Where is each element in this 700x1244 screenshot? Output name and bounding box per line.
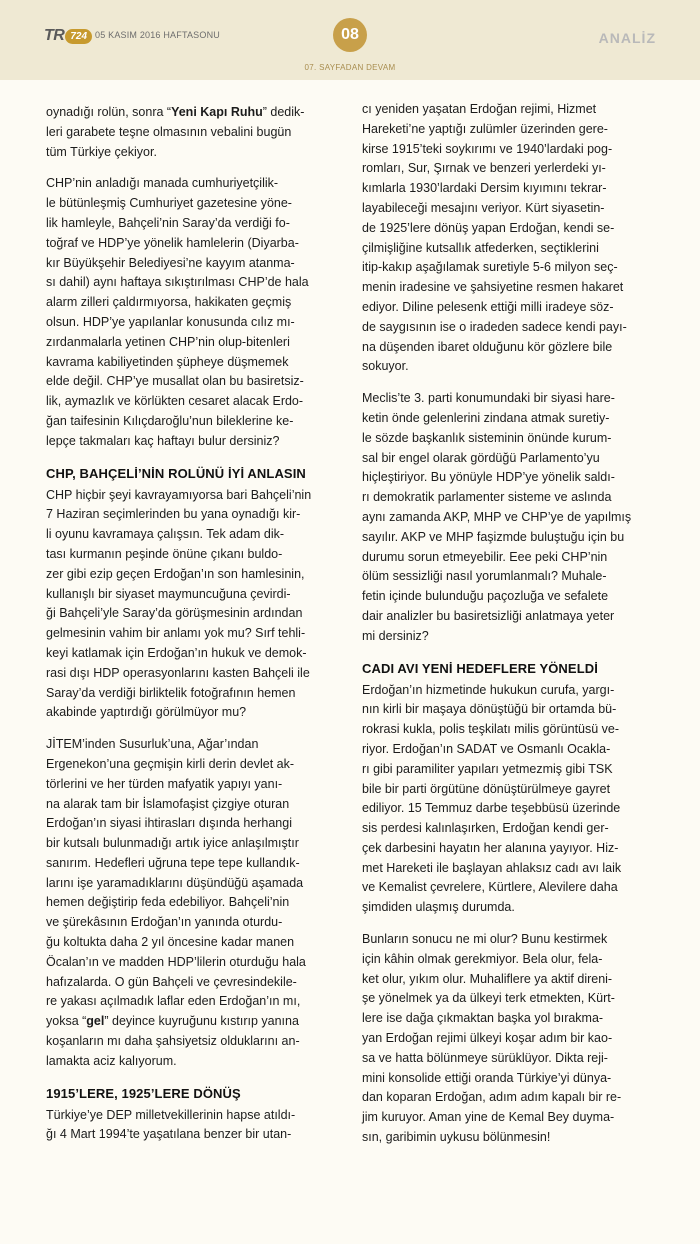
paragraph: cı yeniden yaşatan Erdoğan rejimi, Hizmet Hareketi’ne yaptığı zulümler üzerinden gere- kirse 1915’teki soykırımı ve 1940’lardaki pog- romları, Sur, Şırnak ve benzeri yerlerdeki yı- kımlarla 1930’lardaki Dersim kıyımını tekrar- layabileceği mesajını veriyor. Kürt siyasetin- de 1925’lere dönüş yapan Erdoğan, kendi se- çilmişliğine kutsallık atfederken, seçtiklerini itip-kakıp aşağılamak suretiyle 5-6 milyon seç- menin iradesine ve şahsiyetine resmen hakaret ediyor. Diline pelesenk ettiği milli iradeye söz- de saygısının ise o iradeden sadece kendi payı- na düşenden ibaret olduğunu kör gözlere bile sokuyor.: [362, 102, 627, 374]
subheading: CADI AVI YENİ HEDEFLERE YÖNELDİ: [362, 660, 598, 676]
bold-quote: Yeni Kapı Ruhu: [171, 105, 263, 119]
issue-date: 05 KASIM 2016 HAFTASONU: [95, 30, 220, 40]
page-number: 08: [333, 18, 367, 52]
paragraph: Meclis’te 3. parti konumundaki bir siyasi hare- ketin önde gelenlerini zindana atmak suretiy- le sözde başkanlık sisteminin önünde kurum- sal bir engel olarak gördüğü Parlamento’yu hiçleştiriyor. Bu yönüyle HDP’ye yönelik saldı- rı demokratik parlamenter sisteme ve aslında aynı zamanda AKP, MHP ve CHP’ye de yapılmış sayılır. AKP ve MHP faşizmde buluştuğu için bu durumu sorun etmeyebilir. Eee peki CHP’nin ölüm sessizliği nasıl yorumlanmalı? Muhale- fetin içinde bulunduğu paçozluğa ve sefalete dair analizler bu basiretsizliği anlatmaya yeter mi dersiniz?: [362, 391, 632, 643]
paragraph: Türkiye’ye DEP milletvekillerinin hapse atıldı- ğı 4 Mart 1994’te yaşatılana benzer bir utan-: [46, 1107, 296, 1142]
right-column: [362, 100, 652, 1160]
paragraph: CHP hiçbir şeyi kavrayamıyorsa bari Bahçeli’nin 7 Haziran seçimlerinden bu yana oynadığı kir- li oyunu kavramaya çalışsın. Tek adam dik- tası kurmanın peşinde önüne çıkanı buldo- zer gibi ezip geçen Erdoğan’ın son hamlesinin, kullanışlı bir siyaset maymuncuğuna çevirdi- ği Bahçeli’yle Saray’da görüşmesinin ardından gelmesinin vahim bir anlamı yok mu? Sırf tehli- keyi katlamak için Erdoğan’ın hukuk ve demok- rasi dışı HDP operasyonlarını kasten Bahçeli ile Saray’da verdiği birliktelik fotoğrafının hemen akabinde yaptırdığı görülmüyor mu?: [46, 487, 312, 720]
bold-quote: gel: [86, 1014, 105, 1029]
left-column: [46, 103, 336, 1157]
paragraph: oynadığı rolün, sonra “Yeni Kapı Ruhu” dedik- leri garabete teşne olmasının vebalini bugün tüm Türkiye çekiyor.: [46, 105, 305, 159]
paragraph: JİTEM’inden Susurluk’una, Ağar’ından Ergenekon’una geçmişin kirli derin devlet ak- törlerini ve her türden mafyatik yapıyı yanı- na alarak tam bir İslamofaşist çizgiye oturan Erdoğan’ın siyasi ihtirasları dışında herhangi bir kutsalı bulunmadığı artık iyice anlaşılmıştır sanırım. Hedefleri uğruna tepe tepe kullandık- larını işe yaramadıklarını düşündüğü aşamada hemen değiştirip feda edebiliyor. Bahçeli’nin ve şürekâsının Erdoğan’ın yanında oturdu- ğu koltukta daha 2 yıl öncesine kadar manen Öcalan’ın ve madden HDP’lilerin oturduğu hala hafızalarda. O gün Bahçeli ve çevresindekile- re yakası açılmadık laflar eden Erdoğan’ın mı, yoksa “gel” deyince kuyruğunu kıstırıp yanına koşanların mı daha şahsiyetsiz olduklarını an- lamakta aciz kalıyorum.: [46, 737, 306, 1068]
publication-logo: [44, 26, 92, 46]
page-header: [0, 0, 700, 80]
subheading: 1915’LERE, 1925’LERE DÖNÜŞ: [46, 1085, 241, 1101]
logo-tr: TR: [44, 27, 65, 44]
paragraph: Bunların sonucu ne mi olur? Bunu kestirmek için kâhin olmak gerekmiyor. Bela olur, fela- ket olur, yıkım olur. Muhaliflere ya aktif direni- şe yönelmek ya da ülkeyi terk etmekten, Kürt- lere ise dağa çıkmaktan başka yol bırakma- yan Erdoğan rejimi ülkeyi koşar adım bir kao- sa ve hatta bölünmeye sürüklüyor. Dikta reji- mini konsolide ettiği oranda Türkiye’yi dünya- dan koparan Erdoğan, adım adım kapalı bir re- jim kuruyor. Aman yine de Kemal Bey duyma- sın, garibimin uykusu bölünmesin!: [362, 932, 622, 1145]
paragraph: Erdoğan’ın hizmetinde hukukun curufa, yargı- nın kirli bir maşaya dönüştüğü bir ortamda bü- rokrasi kukla, polis teşkilatı milis görüntüsü ve- riyor. Erdoğan’ın SADAT ve Osmanlı Ocakla- rı gibi paramiliter yapıları yetmezmiş gibi TSK bile bir parti örgütüne dönüştürülmeye gayret ediliyor. 15 Temmuz darbe teşebbüsü üzerinde sis perdesi kalınlaşırken, Erdoğan kendi ger- çek darbesini hayatın her alanına yayıyor. Hiz- met Hareketi ile başlayan ahlaksız cadı avı laik ve Kemalist çevrelere, Kürtlere, Alevilere daha şimdiden ulaşmış durumda.: [362, 682, 622, 915]
subheading: CHP, BAHÇELİ’NİN ROLÜNÜ İYİ ANLASIN: [46, 465, 306, 481]
logo-badge: 724: [65, 29, 92, 44]
paragraph: CHP’nin anladığı manada cumhuriyetçilik- le bütünleşmiş Cumhuriyet gazetesine yöne- lik hamleyle, Bahçeli’nin Saray’da verdiği fo- toğraf ve HDP’ye yönelik hamlelerin (Diyarba- kır Büyükşehir Belediyesi’ne kayyım atanma- sı dahil) aynı haftaya sıkıştırılması CHP’de hala alarm zilleri çaldırmıyorsa, hakikaten geçmiş olsun. HDP’ye yapılanlar konusunda cılız mı- zırdanmalarla yetinen CHP’nin olup-bitenleri kavrama kabiliyetinden şüpheye düşmemek elde değil. CHP’ye musallat olan bu basiretsiz- lik, aymazlık ve körlükten cesaret alacak Erdo- ğan taifesinin Kılıçdaroğlu’nun bileklerine ke- lepçe takmaları kaç haftayı bulur dersiniz?: [46, 176, 309, 448]
section-tag: ANALİZ: [598, 30, 656, 46]
continued-from: 07. SAYFADAN DEVAM: [304, 63, 396, 72]
